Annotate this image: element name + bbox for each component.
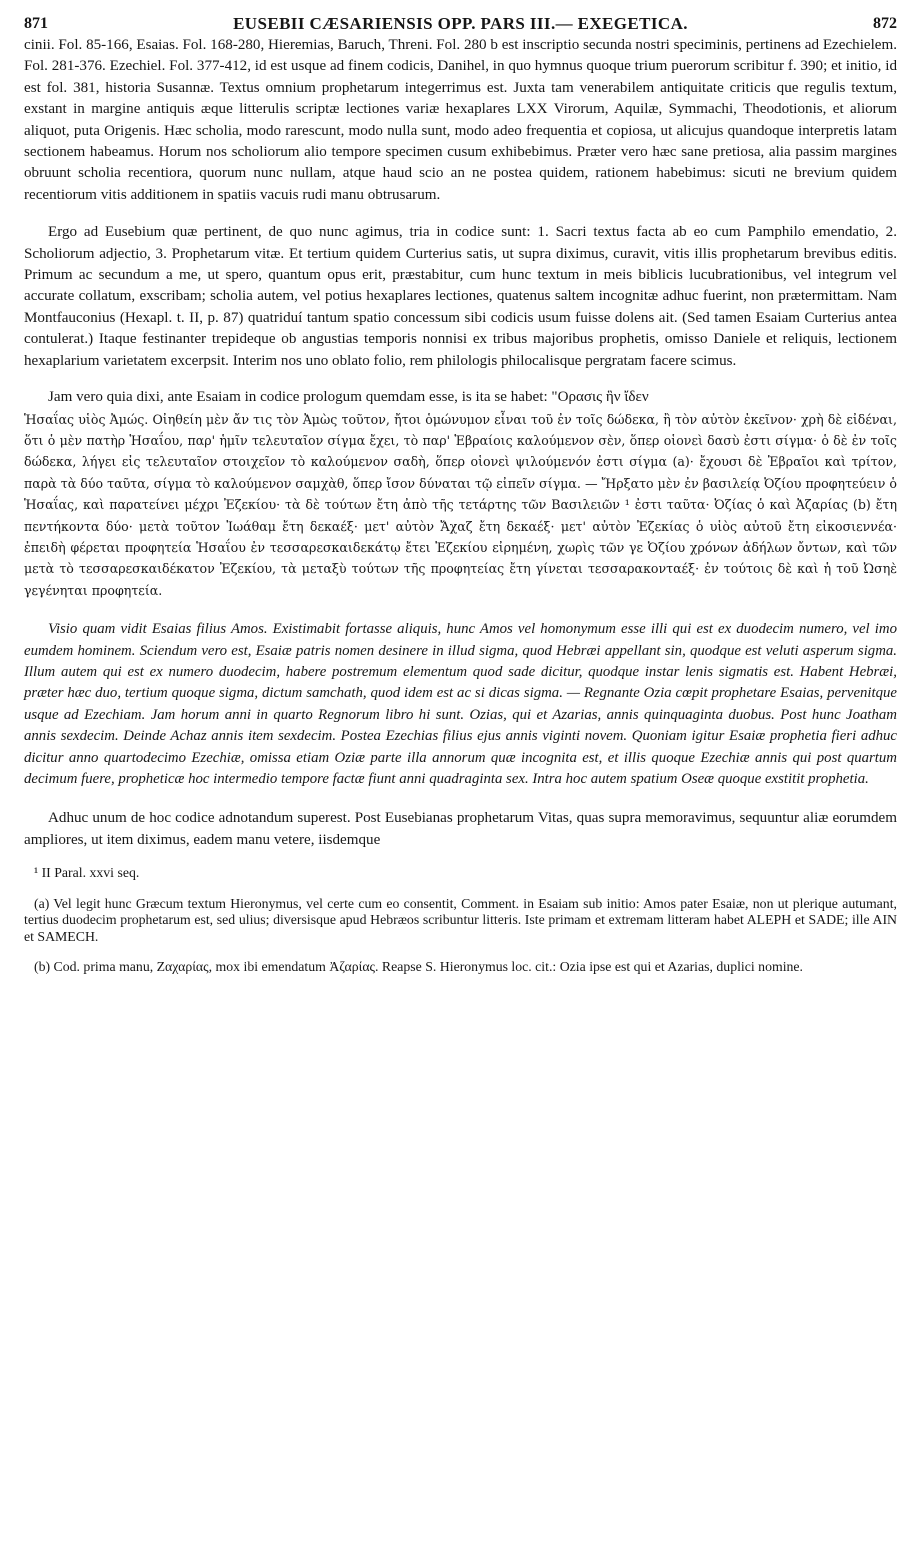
page-number-left: 871 bbox=[24, 15, 48, 32]
running-title: EUSEBII CÆSARIENSIS OPP. PARS III.— EXEGETICA. bbox=[233, 14, 688, 33]
page-header bbox=[24, 9, 897, 35]
paragraph-eusebius: Ergo ad Eusebium quæ pertinent, de quo nunc agimus, tria in codice sunt: 1. Sacri textus facta ab eo cum Pamphilo emendatio, 2. Scholiorum adjectio, 3. Prophetarum vitæ. Et tertium quidem Curterius satis, ut supra diximus, curavit, vitis illis prophetarum brevibus editis. Primum ac secundum a me, ut spero, quantum opus erit, præstabitur, cum hunc textum in meis biblicis lucubrationibus, vel integrum vel accurate collatum, exscribam; scholia autem, vel potius hexaplares lectiones, quatenus saltem incognitæ adhuc fuerint, non prætermittam. Nam Montfauconius (Hexapl. t. II, p. 87) quatriduí tantum spatio concessum sibi codicis usum fuisse dolens ait. (Sed tamen Esaiam Curterius antea contulerat.) Itaque festinanter trepideque ob angustias temporis nonnisi ex tribus majoribus prophetis, omisso Daniele et reliquis, lectionem hexaplarium varietatem excerpsit. Interim nos uno oblato folio, rem philologis philocalisque pergratam facere scimus. bbox=[24, 224, 897, 369]
footnote-b: (b) Cod. prima manu, Ζαχαρίας, mox ibi emendatum Ἀζαρίας. Reapse S. Hieronymus loc. cit.: Ozia ipse est qui et Azarias, duplici nomine. bbox=[34, 959, 804, 975]
footnote-1: ¹ II Paral. xxvi seq. bbox=[34, 865, 140, 881]
paragraph-greek-prologue: Ἡσαΐας υἱὸς Ἀμώς. Οἰηθείη μὲν ἄν τις τὸν Ἀμὼς τοῦτον, ἤτοι ὁμώνυμον εἶναι τοῦ ἐν τοῖς δώδεκα, ἢ τὸν αὐτὸν ἐκεῖνον· χρὴ δὲ εἰδέναι, ὅτι ὁ μὲν πατὴρ Ἡσαΐου, παρ' ἡμῖν τελευταῖον σίγμα ἔχει, τὸ παρ' Ἑβραίοις καλούμενον σὲν, ὅπερ οἱονεὶ δασὺ ἐστι σίγμα· ὁ δὲ ἐν τοῖς δώδεκα, λήγει εἰς τελευταῖον στοιχεῖον τὸ καλούμενον σαδὴ, ὅπερ οἱονεὶ ψιλούμενόν ἐστι σίγμα (a)· ἔχουσι δὲ Ἑβραῖοι καὶ τρίτον, παρὰ τὰ δύο ταῦτα, σίγμα τὸ καλούμενον σαμχὰθ, ὅπερ ἴσον δύναται τῷ εἰπεῖν σίγμα. — Ἤρξατο μὲν ἐν βασιλείᾳ Ὀζίου προφητεύειν ὁ Ἡσαΐας, καὶ παρατείνει μέχρι Ἐζεκίου· τὰ δὲ τούτων ἔτη ἀπὸ τῆς τετάρτης τῶν Βασιλειῶν ¹ ἐστι ταῦτα· Ὀζίας ὁ καὶ Ἀζαρίας (b) ἔτη πεντήκοντα δύο· μετὰ τοῦτον Ἰωάθαμ ἔτη δεκαέξ· μετ' αὐτὸν Ἄχαζ ἔτη δεκαέξ· μετ' αὐτὸν Ἐζεκίας ὁ υἱὸς αὐτοῦ ἔτη εἰκοσιεννέα· ἐπειδὴ φέρεται προφητεία Ἡσαΐου ἐν τεσσαρεσκαιδεκάτῳ ἔτει Ἐζεκίου εἰρημένη, χωρὶς τῶν γε Ὀζίου χρόνων ἀδήλων ὄντων, καὶ τῶν μετὰ τὸ τεσσαρεσκαιδέκατον Ἐζεκίου, τὰ μεταξὺ τούτων τῆς προφητείας ἔτη γίνεται τεσσαρακονταέξ· ἐν τούτοις δὲ καὶ ἡ τοῦ Ὠσηὲ γεγένηται προφητεία. bbox=[24, 411, 897, 598]
paragraph-latin-translation: Visio quam vidit Esaias filius Amos. Existimabit fortasse aliquis, hunc Amos vel homonymum esse illi qui est ex duodecim numero, vel imo eumdem hominem. Sciendum vero est, Esaiæ patris nomen desinere in illud sigma, quod Hebræi appellant sin, quodque est veluti asperum sigma. Illum autem qui est ex numero duodecim, habere postremum elementum quod sade dicitur, quodque instar lenis sigmatis est. Habent Hebræi, præter hæc duo, tertium quoque sigma, dictum samchath, quod idem est ac si dicas sigma. — Regnante Ozia cœpit prophetare Esaias, pervenitque usque ad Ezechiam. Jam horum anni in quarto Regnorum libro hi sunt. Ozias, qui et Azarias, annis quinquaginta duobus. Post hunc Joatham annis sexdecim. Deinde Achaz annis item sexdecim. Postea Ezechias filius ejus annis viginti novem. Quoniam igitur Esaiæ prophetia fieri adhuc dicitur anno quartodecimo Ezechiæ, omissa etiam Oziæ parte illa annorum quæ incognita est, et illis quoque Ezechiæ annis qui post quartum decimum fuere, propheticæ hoc intermedio tempore factæ fiunt anni quadraginta sex. Intra hoc autem spatium Oseæ quoque exstitit prophetia. bbox=[24, 621, 897, 787]
page-number-right: 872 bbox=[873, 15, 897, 32]
paragraph-codex-description: cinii. Fol. 85-166, Esaias. Fol. 168-280, Hieremias, Baruch, Threni. Fol. 280 b est inscriptio secunda nostri speciminis, pertinens ad Ezechielem. Fol. 281-376. Ezechiel. Fol. 377-412, id est usque ad finem codicis, Danihel, in quo hymnus quoque trium puerorum scribitur f. 390; et initio, id est fol. 381, historia Susannæ. Textus omnium prophetarum integerrimus est. Juxta tam venerabilem antiquitate criticis que regulis textum, exstant in margine antiquis æque litterulis scriptæ lectiones variæ hexaplares LXX Virorum, Aquilæ, Symmachi, Theodotionis, et aliorum aliquot, puta Origenis. Hæc scholia, modo rarescunt, modo nulla sunt, modo adeo frequentia et copiosa, ut alicujus quandoque interpretis latam sectionem habeamus. Horum nos scholiorum alio tempore specimen cusum exhibebimus. Præter vero hæc sane pretiosa, alia passim margines obruunt scholia recentiora, quorum nunc nullam, atque haud scio an ne postea quidem, rationem habebimus: sicuti ne brevium quidem recentiorum vitis additionem in spatiis vacuis rudi manu obtrusarum. bbox=[24, 37, 897, 203]
footnote-a: (a) Vel legit hunc Græcum textum Hieronymus, vel certe cum eo consentit, Comment. in Esaiam sub initio: Amos pater Esaiæ, non ut plerique autumant, tertius duodecim prophetarum est, sed ulius; diversisque apud Hebræos scribuntur litteris. Iste primam et extremam litteram habet ALEPH et SADE; ille AIN et SAMECH. bbox=[24, 895, 897, 944]
paragraph-closing: Adhuc unum de hoc codice adnotandum superest. Post Eusebianas prophetarum Vitas, quas supra memoravimus, sequuntur aliæ eorumdem ampliores, ut item diximus, eadem manu vetere, iisdemque bbox=[24, 810, 897, 848]
paragraph-prologue-intro: Jam vero quia dixi, ante Esaiam in codice prologum quemdam esse, is ita se habet: "Ορασις ἣν ἴδεν bbox=[48, 389, 649, 406]
